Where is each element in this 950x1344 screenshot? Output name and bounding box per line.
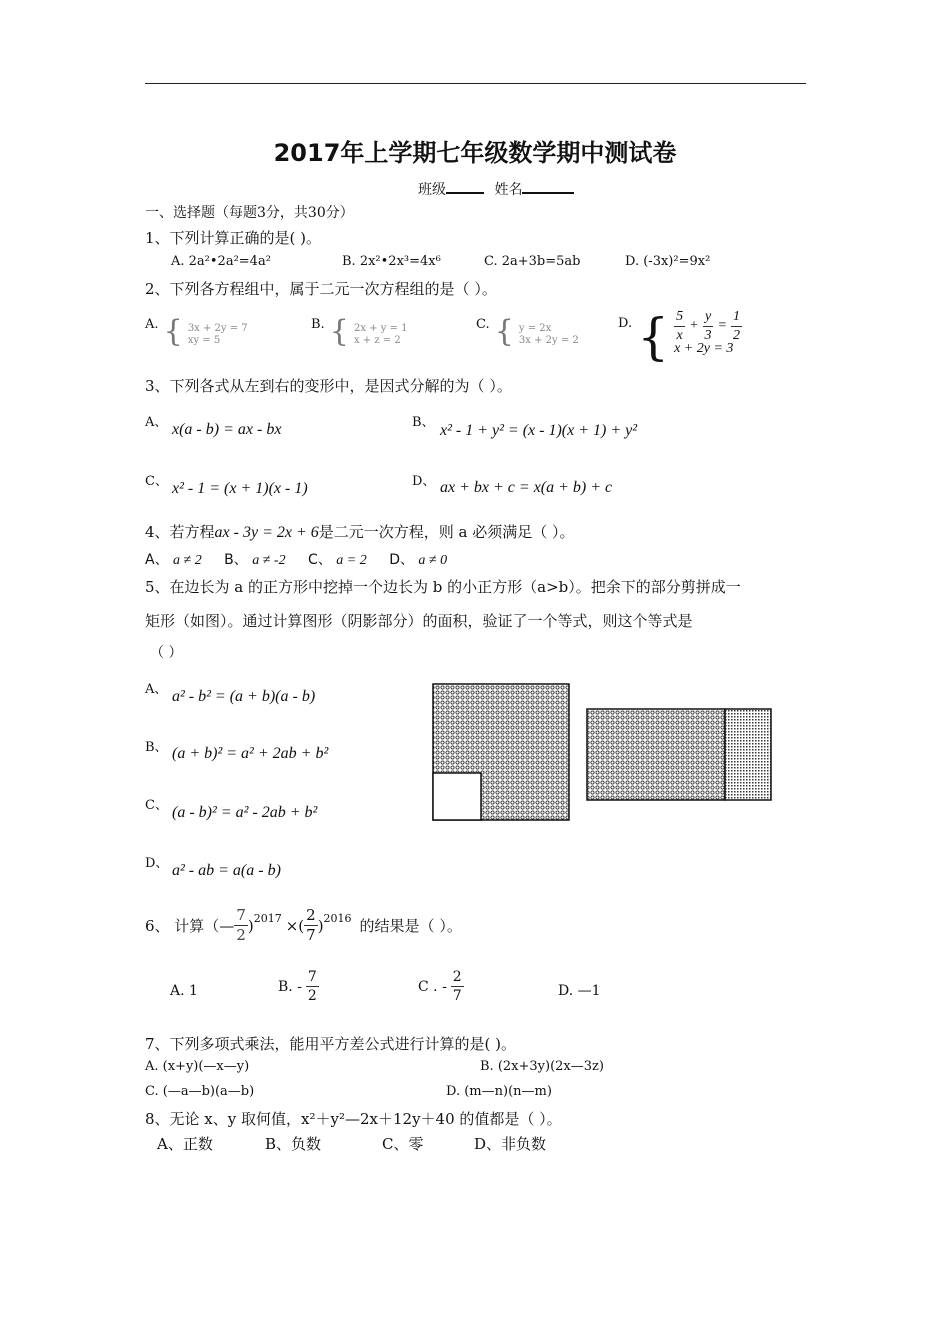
name-blank[interactable] — [522, 178, 574, 194]
q7-stem: 7、下列多项式乘法，能用平方差公式进行计算的是( )。 — [145, 1035, 517, 1053]
q2-a-eq1: 3x + 2y = 7 — [187, 323, 248, 334]
q2-stem: 2、下列各方程组中，属于二元一次方程组的是（ ）。 — [145, 280, 497, 298]
section-heading: 一、选择题（每题3分，共30分） — [145, 205, 354, 221]
q6-option-b[interactable] — [278, 970, 319, 1003]
q2-b-eq1: 2x + y = 1 — [353, 323, 408, 334]
q2-d-eq2: x + 2y = 3 — [674, 341, 734, 356]
q6-frac2: $\frac{2}{7}$ — [306, 906, 316, 944]
q3-stem: 3、下列各式从左到右的变形中，是因式分解的为（ ）。 — [145, 377, 512, 395]
q3-option-d[interactable]: ax + bx + c = x(a + b) + c — [440, 479, 613, 496]
q7-option-b[interactable]: B. (2x+3y)(2x—3z) — [480, 1059, 604, 1074]
q5-c-label: C、 — [145, 798, 168, 813]
q5-d-label: D、 — [145, 856, 169, 871]
q3-d-label: D、 — [412, 474, 436, 489]
q5-line3: （ ） — [150, 645, 183, 661]
q2-c-brace: { — [494, 314, 514, 349]
q6-frac1: $\frac{7}{2}$ — [236, 906, 246, 944]
q1-option-c[interactable]: C. 2a+3b=5ab — [484, 254, 581, 269]
q4-option-c[interactable]: a = 2 — [336, 553, 367, 568]
q6-post: 的结果是（ ）。 — [359, 917, 462, 935]
q6-b-frac: $\frac{7}{2}$ — [307, 969, 317, 1004]
q5-option-d[interactable]: a² - ab = a(a - b) — [172, 862, 281, 879]
q1-option-a[interactable]: A. 2a²•2a²=4a² — [171, 254, 271, 269]
q3-a-label: A、 — [145, 415, 168, 430]
page-title: 2017年上学期七年级数学期中测试卷 — [273, 139, 677, 167]
q2-d-label: D. — [618, 316, 633, 331]
q4-a-label: A、 — [145, 552, 169, 568]
q2-a-label: A. — [145, 317, 159, 332]
q3-option-a[interactable]: x(a - b) = ax - bx — [172, 421, 282, 438]
q2-a-system — [188, 323, 248, 347]
q2-b-brace: { — [329, 314, 349, 349]
q6-option-a[interactable]: A. 1 — [170, 983, 198, 999]
q5-line1: 5、在边长为 a 的正方形中挖掉一个边长为 b 的小正方形（a>b）。把余下的部分剪拼成一 — [145, 578, 741, 596]
q2-d-frac3: $\frac{1}{2}$ — [733, 308, 740, 343]
q7-option-c[interactable]: C. (—a—b)(a—b) — [145, 1084, 255, 1099]
q4-stem-pre: 4、若方程 — [145, 523, 215, 541]
q2-option-b[interactable] — [311, 314, 408, 349]
class-blank[interactable] — [446, 178, 484, 194]
q2-a-eq2: xy = 5 — [187, 335, 221, 346]
q2-c-eq1: y = 2x — [518, 323, 552, 334]
q6-exp1: 2017 — [253, 912, 282, 925]
q6-option-d[interactable]: D. —1 — [558, 983, 601, 999]
student-info — [418, 178, 574, 199]
q6-times: ×( — [285, 916, 305, 935]
q2-d-frac1: $\frac{5}{x}$ — [676, 308, 684, 343]
q3-option-b[interactable]: x² - 1 + y² = (x - 1)(x + 1) + y² — [440, 422, 638, 439]
q7-option-a[interactable]: A. (x+y)(—x—y) — [145, 1059, 250, 1074]
q4-option-a[interactable]: a ≠ 2 — [173, 553, 202, 568]
q1-option-d[interactable]: D. (-3x)²=9x² — [625, 254, 711, 269]
q5-a-label: A、 — [145, 682, 168, 697]
q2-c-eq2: 3x + 2y = 2 — [518, 335, 579, 346]
q1-option-b[interactable]: B. 2x²•2x³=4x⁶ — [342, 254, 441, 269]
q2-option-d[interactable] — [618, 308, 742, 366]
q2-d-frac2: $\frac{y}{3}$ — [704, 308, 712, 343]
q2-c-label: C. — [476, 317, 490, 332]
q2-option-c[interactable] — [476, 314, 579, 349]
rectangle-main — [587, 709, 725, 800]
q4-option-b[interactable]: a ≠ -2 — [252, 553, 286, 568]
q6-c-frac: $\frac{2}{7}$ — [452, 969, 462, 1004]
q4-stem — [145, 521, 575, 542]
q3-b-label: B、 — [412, 415, 435, 430]
q2-d-system: $\frac{5}{x}$ + $\frac{y}{3}$ = $\frac{1}{2}$ x + 2y = 3 — [674, 308, 740, 356]
q4-b-label: B、 — [224, 552, 248, 568]
q2-b-label: B. — [311, 317, 325, 332]
q3-option-c[interactable]: x² - 1 = (x + 1)(x - 1) — [172, 480, 308, 497]
rectangle-strip — [725, 709, 771, 800]
q4-stem-post: 是二元一次方程，则 a 必须满足（ ）。 — [318, 523, 575, 541]
q5-option-b[interactable]: (a + b)² = a² + 2ab + b² — [172, 745, 329, 762]
q7-option-d[interactable]: D. (m—n)(n—m) — [446, 1084, 552, 1099]
class-label: 班级 — [418, 182, 446, 198]
q6-option-c[interactable] — [418, 970, 464, 1003]
q3-c-label: C、 — [145, 474, 168, 489]
q5-b-label: B、 — [145, 740, 168, 755]
q2-option-a[interactable] — [145, 314, 248, 349]
q8-stem: 8、无论 x、y 取何值，x²＋y²—2x＋12y＋40 的值都是（ ）。 — [145, 1110, 562, 1128]
q6-pre: 6、 计算（— — [145, 917, 235, 935]
q5-option-a[interactable]: a² - b² = (a + b)(a - b) — [172, 688, 316, 705]
q1-stem: 1、下列计算正确的是( )。 — [145, 229, 322, 247]
q6-c-pre: C . - — [418, 978, 447, 995]
q5-option-c[interactable]: (a - b)² = a² - 2ab + b² — [172, 804, 318, 821]
q5-figure — [425, 680, 780, 825]
q8-option-b[interactable]: B、负数 — [265, 1135, 322, 1153]
removed-small-square — [433, 773, 481, 820]
q8-option-c[interactable]: C、零 — [382, 1135, 424, 1153]
q8-option-a[interactable]: A、正数 — [157, 1135, 213, 1153]
q2-c-system — [519, 323, 579, 347]
q4-option-d[interactable]: a ≠ 0 — [418, 553, 448, 568]
q2-d-brace: { — [637, 308, 669, 366]
q4-d-label: D、 — [389, 552, 414, 568]
q4-options — [145, 549, 447, 569]
q6-exp2: 2016 — [323, 912, 352, 925]
q2-b-eq2: x + z = 2 — [353, 335, 401, 346]
q6-stem: 6、 计算（— $\frac{7}{2}$ ) $^{2017}$ ×( $\frac{2}{7}$ ) $^{2016}$ 的结果是（ ）。 — [145, 906, 462, 944]
q6-b-pre: B. - — [278, 978, 302, 995]
q2-a-brace: { — [163, 314, 183, 349]
q8-option-d[interactable]: D、非负数 — [474, 1135, 547, 1153]
q4-equation: ax - 3y = 2x + 6 — [214, 524, 319, 541]
q5-line2: 矩形（如图）。通过计算图形（阴影部分）的面积，验证了一个等式，则这个等式是 — [145, 612, 693, 630]
q4-c-label: C、 — [308, 552, 332, 568]
header-rule — [145, 83, 806, 84]
name-label: 姓名 — [494, 182, 523, 198]
q2-b-system — [354, 323, 408, 347]
